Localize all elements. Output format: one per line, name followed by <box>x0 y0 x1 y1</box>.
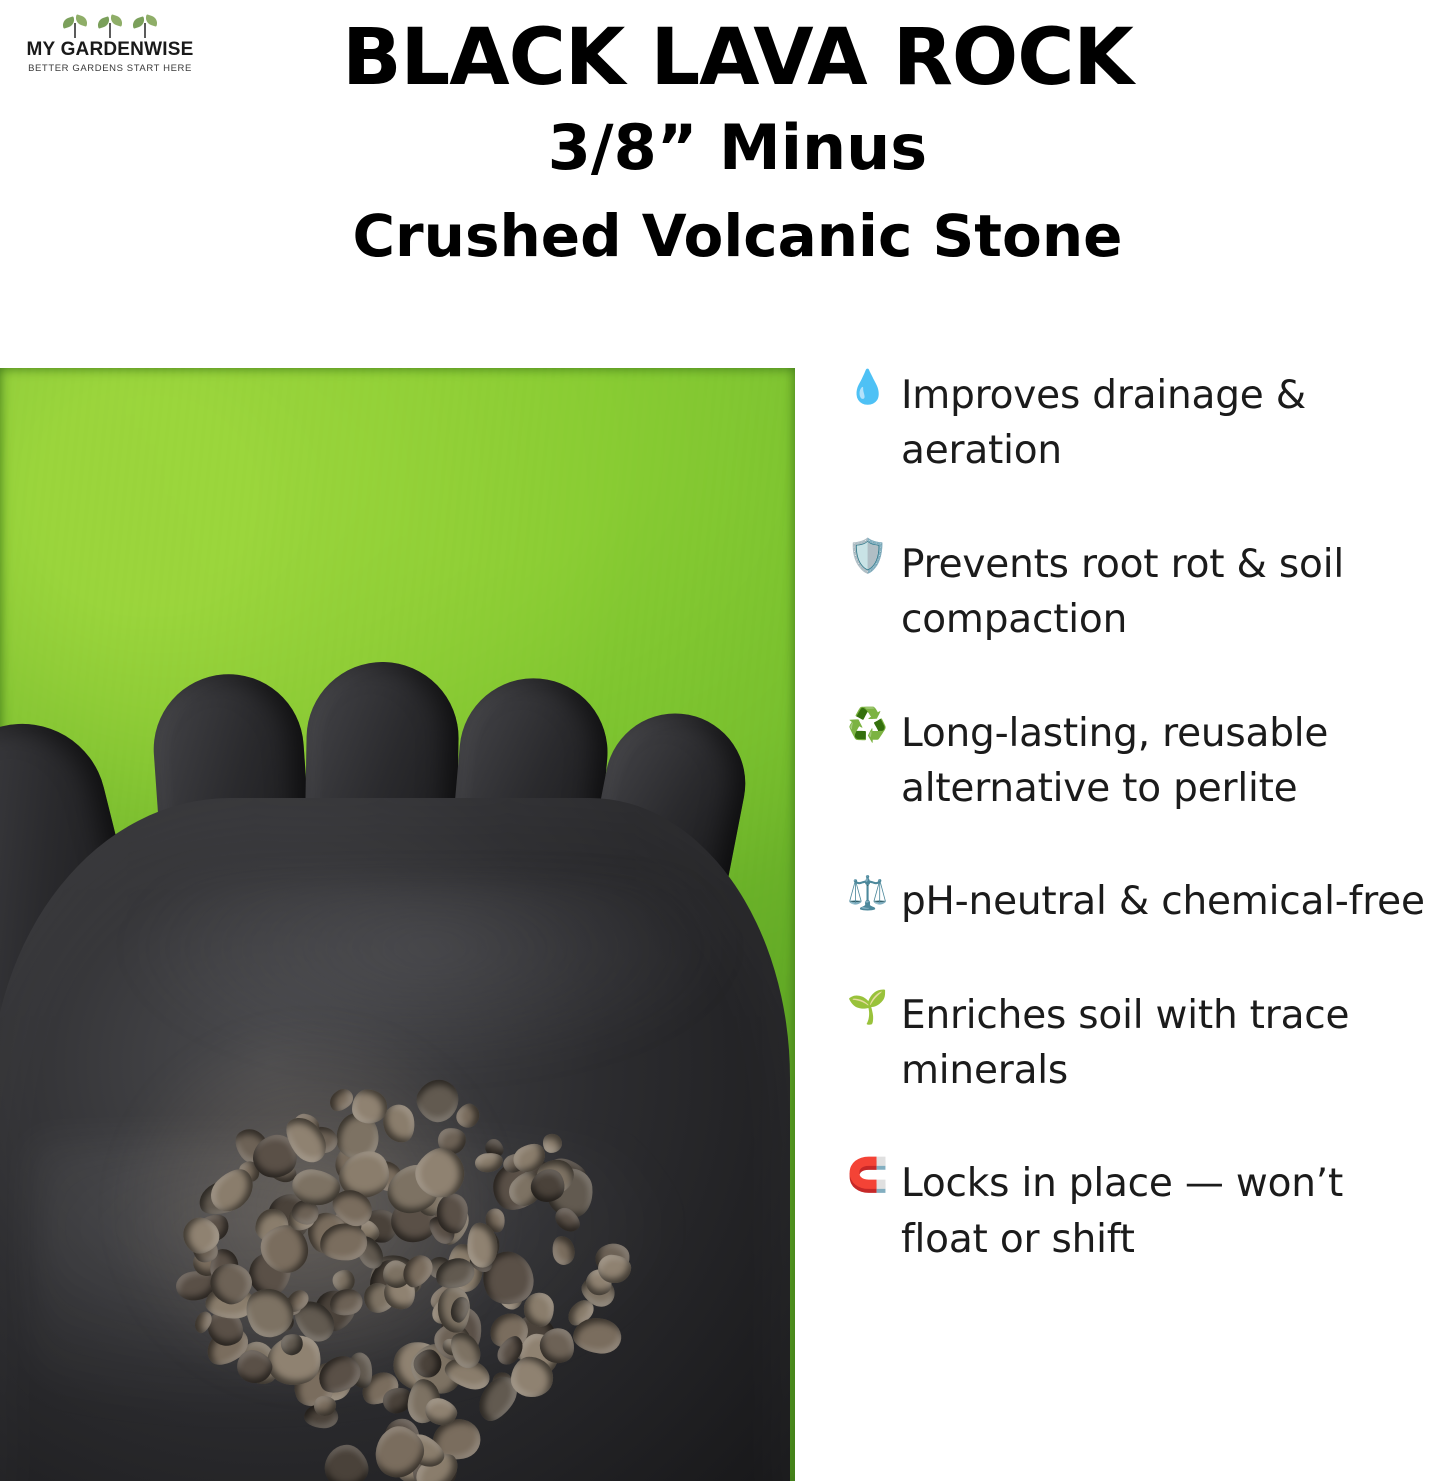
page-subtitle: 3/8” Minus <box>547 111 928 185</box>
list-item <box>847 988 1427 1099</box>
list-item <box>847 368 1427 479</box>
benefit-text: Enriches soil with trace minerals <box>901 992 1350 1093</box>
list-item <box>847 1156 1427 1267</box>
content-row <box>0 368 1445 1481</box>
sprout-leaves-icon <box>10 10 210 38</box>
list-item <box>847 874 1427 929</box>
list-item <box>847 537 1427 648</box>
benefit-text: Prevents root rot & soil compaction <box>901 541 1344 643</box>
brand-logo <box>10 10 210 74</box>
brand-tagline: BETTER GARDENS START HERE <box>28 62 192 74</box>
magnet-icon: 🧲 <box>847 1156 889 1194</box>
page-title: BLACK LAVA ROCK <box>342 13 1133 103</box>
list-item <box>847 706 1427 817</box>
benefits-list <box>795 368 1445 1267</box>
shield-icon: 🛡️ <box>847 536 889 574</box>
seedling-icon: 🌱 <box>847 987 889 1025</box>
benefit-text: pH-neutral & chemical-free <box>901 879 1425 925</box>
benefit-text: Improves drainage & aeration <box>901 373 1306 474</box>
brand-name: MY GARDENWISE <box>26 39 194 60</box>
water-drop-icon: 💧 <box>847 368 889 405</box>
lava-rock-pile <box>170 1048 640 1481</box>
gloved-hand <box>0 668 795 1481</box>
recycle-icon: ♻️ <box>847 705 889 743</box>
balance-scale-icon: ⚖️ <box>847 874 889 912</box>
product-photo <box>0 368 795 1481</box>
benefit-text: Long-lasting, reusable alternative to perlite <box>901 710 1329 811</box>
page-subtitle-secondary: Crushed Volcanic Stone <box>352 202 1123 271</box>
page-title-block <box>0 0 1445 271</box>
benefit-text: Locks in place — won’t float or shift <box>901 1161 1344 1262</box>
